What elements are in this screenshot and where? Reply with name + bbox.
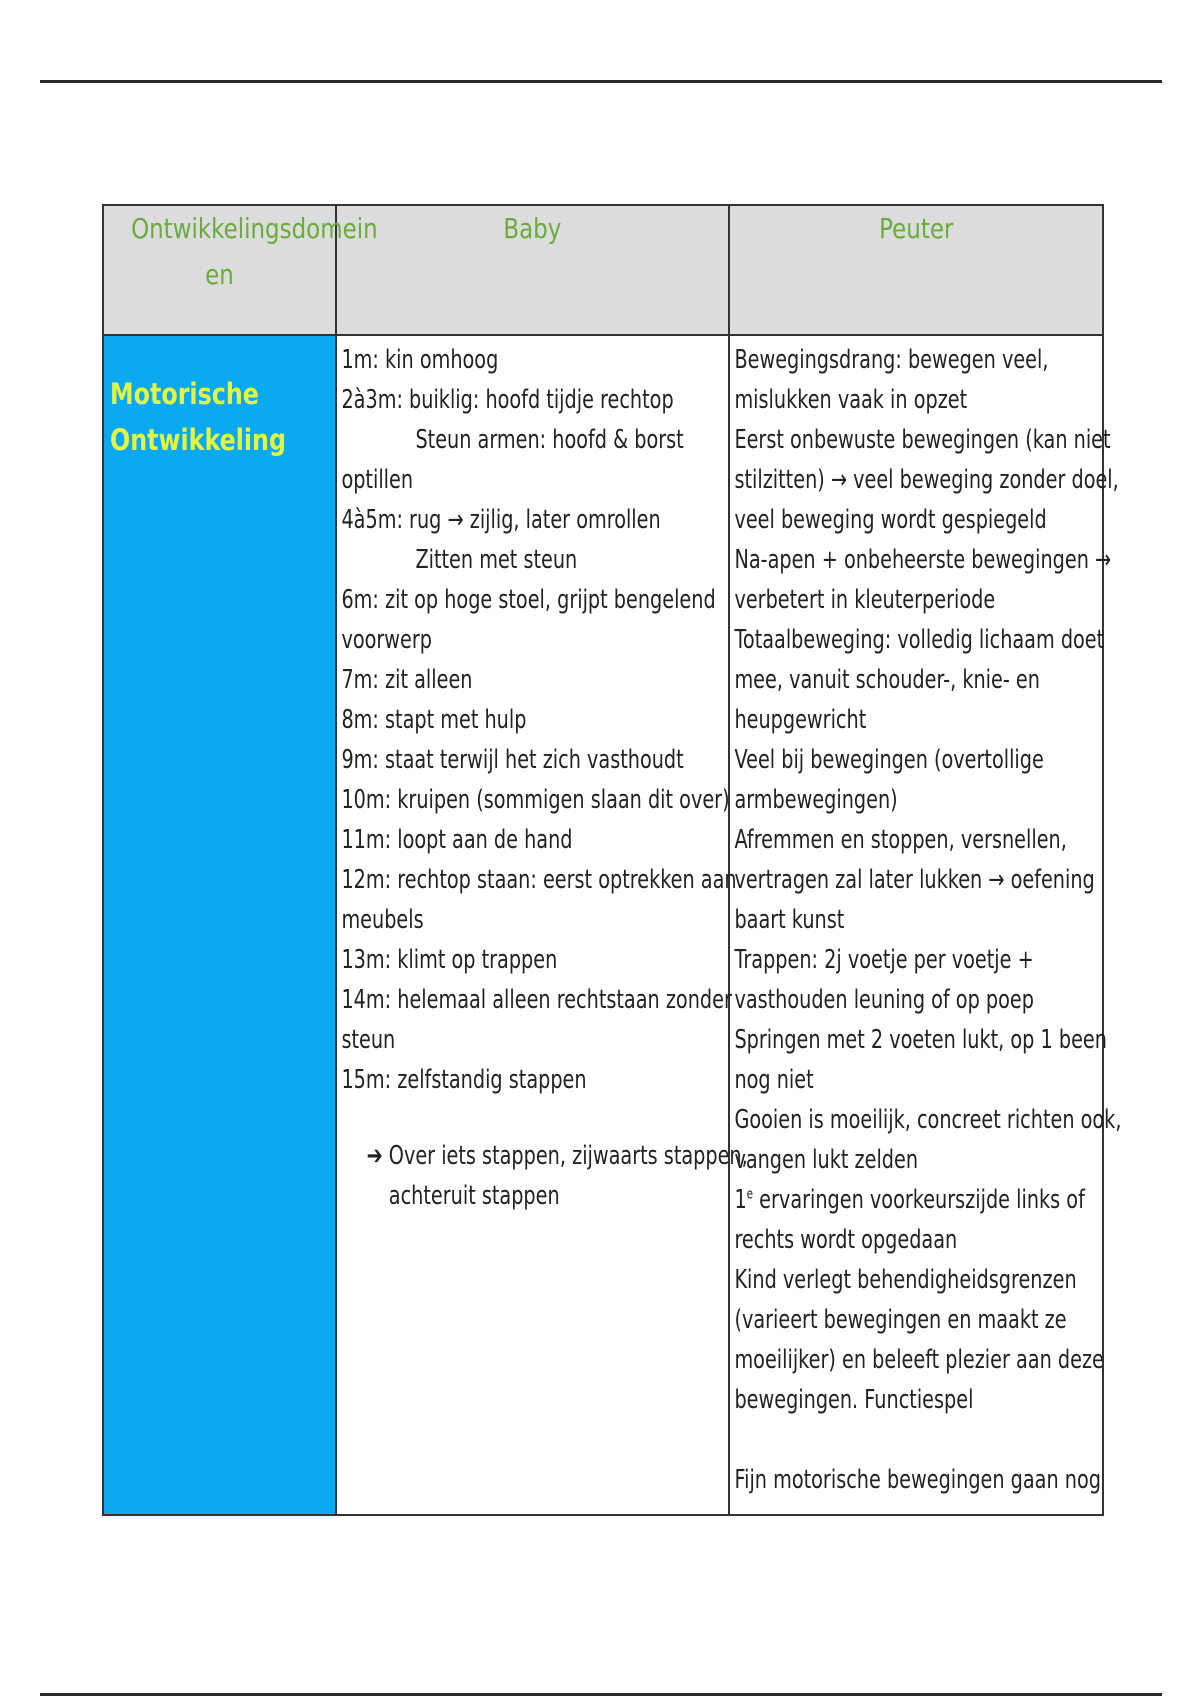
top-rule <box>40 80 1162 83</box>
baby-line: 2à3m: buiklig: hoofd tijdje rechtop <box>341 385 674 415</box>
baby-cell <box>336 335 748 1515</box>
domain-label-line-1: Motorische <box>110 377 259 411</box>
arrow-right-icon: ➔ <box>366 1141 383 1171</box>
peuter-content <box>730 336 1122 1500</box>
peuter-line: heupgewricht <box>734 705 867 735</box>
baby-content <box>337 336 748 1216</box>
header-domain-line-1: Ontwikkelingsdomein <box>131 212 378 245</box>
baby-line: 7m: zit alleen <box>341 665 473 695</box>
peuter-line: stilzitten) → veel beweging zonder doel, <box>734 465 1119 495</box>
ordinal-suffix: e <box>746 1186 754 1203</box>
arrow-list-item <box>341 1136 748 1176</box>
baby-line: 15m: zelfstandig stappen <box>341 1065 587 1095</box>
peuter-line: rechts wordt opgedaan <box>734 1225 958 1255</box>
arrow-item-text-cont: achteruit stappen <box>388 1181 560 1211</box>
header-domain-line-2: en <box>205 258 234 291</box>
ordinal-rest: ervaringen voorkeurszijde links of <box>753 1185 1085 1215</box>
header-row <box>103 205 1103 335</box>
peuter-line-superscript <box>734 1180 1119 1220</box>
spacer <box>341 1100 726 1136</box>
peuter-line: moeilijker) en beleeft plezier aan deze <box>734 1345 1104 1375</box>
peuter-line: Springen met 2 voeten lukt, op 1 been <box>734 1025 1107 1055</box>
peuter-line: mee, vanuit schouder-, knie- en <box>734 665 1040 695</box>
peuter-line: Veel bij bewegingen (overtollige <box>734 745 1044 775</box>
baby-line: 4à5m: rug → zijlig, later omrollen <box>341 505 661 535</box>
peuter-line: Totaalbeweging: volledig lichaam doet <box>734 625 1105 655</box>
peuter-line: bewegingen. Functiespel <box>734 1385 974 1415</box>
baby-line: 8m: stapt met hulp <box>341 705 527 735</box>
baby-line: 1m: kin omhoog <box>341 345 499 375</box>
peuter-line: vertragen zal later lukken → oefening <box>734 865 1095 895</box>
spacer <box>734 1420 1119 1460</box>
peuter-line: Eerst onbewuste bewegingen (kan niet <box>734 425 1111 455</box>
baby-line: 6m: zit op hoge stoel, grijpt bengelend <box>341 585 716 615</box>
baby-line: voorwerp <box>341 625 432 655</box>
peuter-cell <box>729 335 1122 1515</box>
baby-line: 12m: rechtop staan: eerst optrekken aan <box>341 865 737 895</box>
peuter-line: baart kunst <box>734 905 845 935</box>
peuter-line: Trappen: 2j voetje per voetje + <box>734 945 1034 975</box>
baby-line: steun <box>341 1025 396 1055</box>
baby-line: Steun armen: hoofd & borst <box>415 425 684 455</box>
domain-label-line-2: Ontwikkeling <box>110 423 287 457</box>
peuter-line: Fijn motorische bewegingen gaan nog <box>734 1465 1101 1495</box>
baby-line: meubels <box>341 905 424 935</box>
peuter-line: mislukken vaak in opzet <box>734 385 968 415</box>
peuter-line: Afremmen en stoppen, versnellen, <box>734 825 1067 855</box>
development-table <box>102 204 1122 1516</box>
baby-line: 13m: klimt op trappen <box>341 945 558 975</box>
arrow-item-text: Over iets stappen, zijwaarts stappen, <box>388 1141 748 1171</box>
table-row <box>103 335 1103 1515</box>
header-peuter <box>729 205 1103 335</box>
peuter-line: Bewegingsdrang: bewegen veel, <box>734 345 1049 375</box>
peuter-line: Gooien is moeilijk, concreet richten ook, <box>734 1105 1122 1135</box>
baby-line: 9m: staat terwijl het zich vasthoudt <box>341 745 684 775</box>
peuter-line: Kind verlegt behendigheidsgrenzen <box>734 1265 1077 1295</box>
header-baby <box>336 205 729 335</box>
baby-line: optillen <box>341 465 414 495</box>
bottom-rule <box>40 1693 1162 1696</box>
baby-line: 11m: loopt aan de hand <box>341 825 573 855</box>
peuter-line: veel beweging wordt gespiegeld <box>734 505 1047 535</box>
header-domain <box>103 205 378 335</box>
header-peuter-label: Peuter <box>878 212 954 245</box>
baby-line: 14m: helemaal alleen rechtstaan zonder <box>341 985 732 1015</box>
header-baby-label: Baby <box>503 212 562 245</box>
baby-line: 10m: kruipen (sommigen slaan dit over) <box>341 785 730 815</box>
peuter-line: Na-apen + onbeheerste bewegingen → <box>734 545 1112 575</box>
baby-line: Zitten met steun <box>415 545 578 575</box>
domain-cell <box>103 335 336 1515</box>
peuter-line: nog niet <box>734 1065 814 1095</box>
peuter-line: armbewegingen) <box>734 785 898 815</box>
peuter-line: vangen lukt zelden <box>734 1145 919 1175</box>
peuter-line: (varieert bewegingen en maakt ze <box>734 1305 1067 1335</box>
peuter-line: verbetert in kleuterperiode <box>734 585 996 615</box>
ordinal-number: 1 <box>734 1185 747 1215</box>
peuter-line: vasthouden leuning of op poep <box>734 985 1034 1015</box>
domain-label <box>110 371 315 463</box>
